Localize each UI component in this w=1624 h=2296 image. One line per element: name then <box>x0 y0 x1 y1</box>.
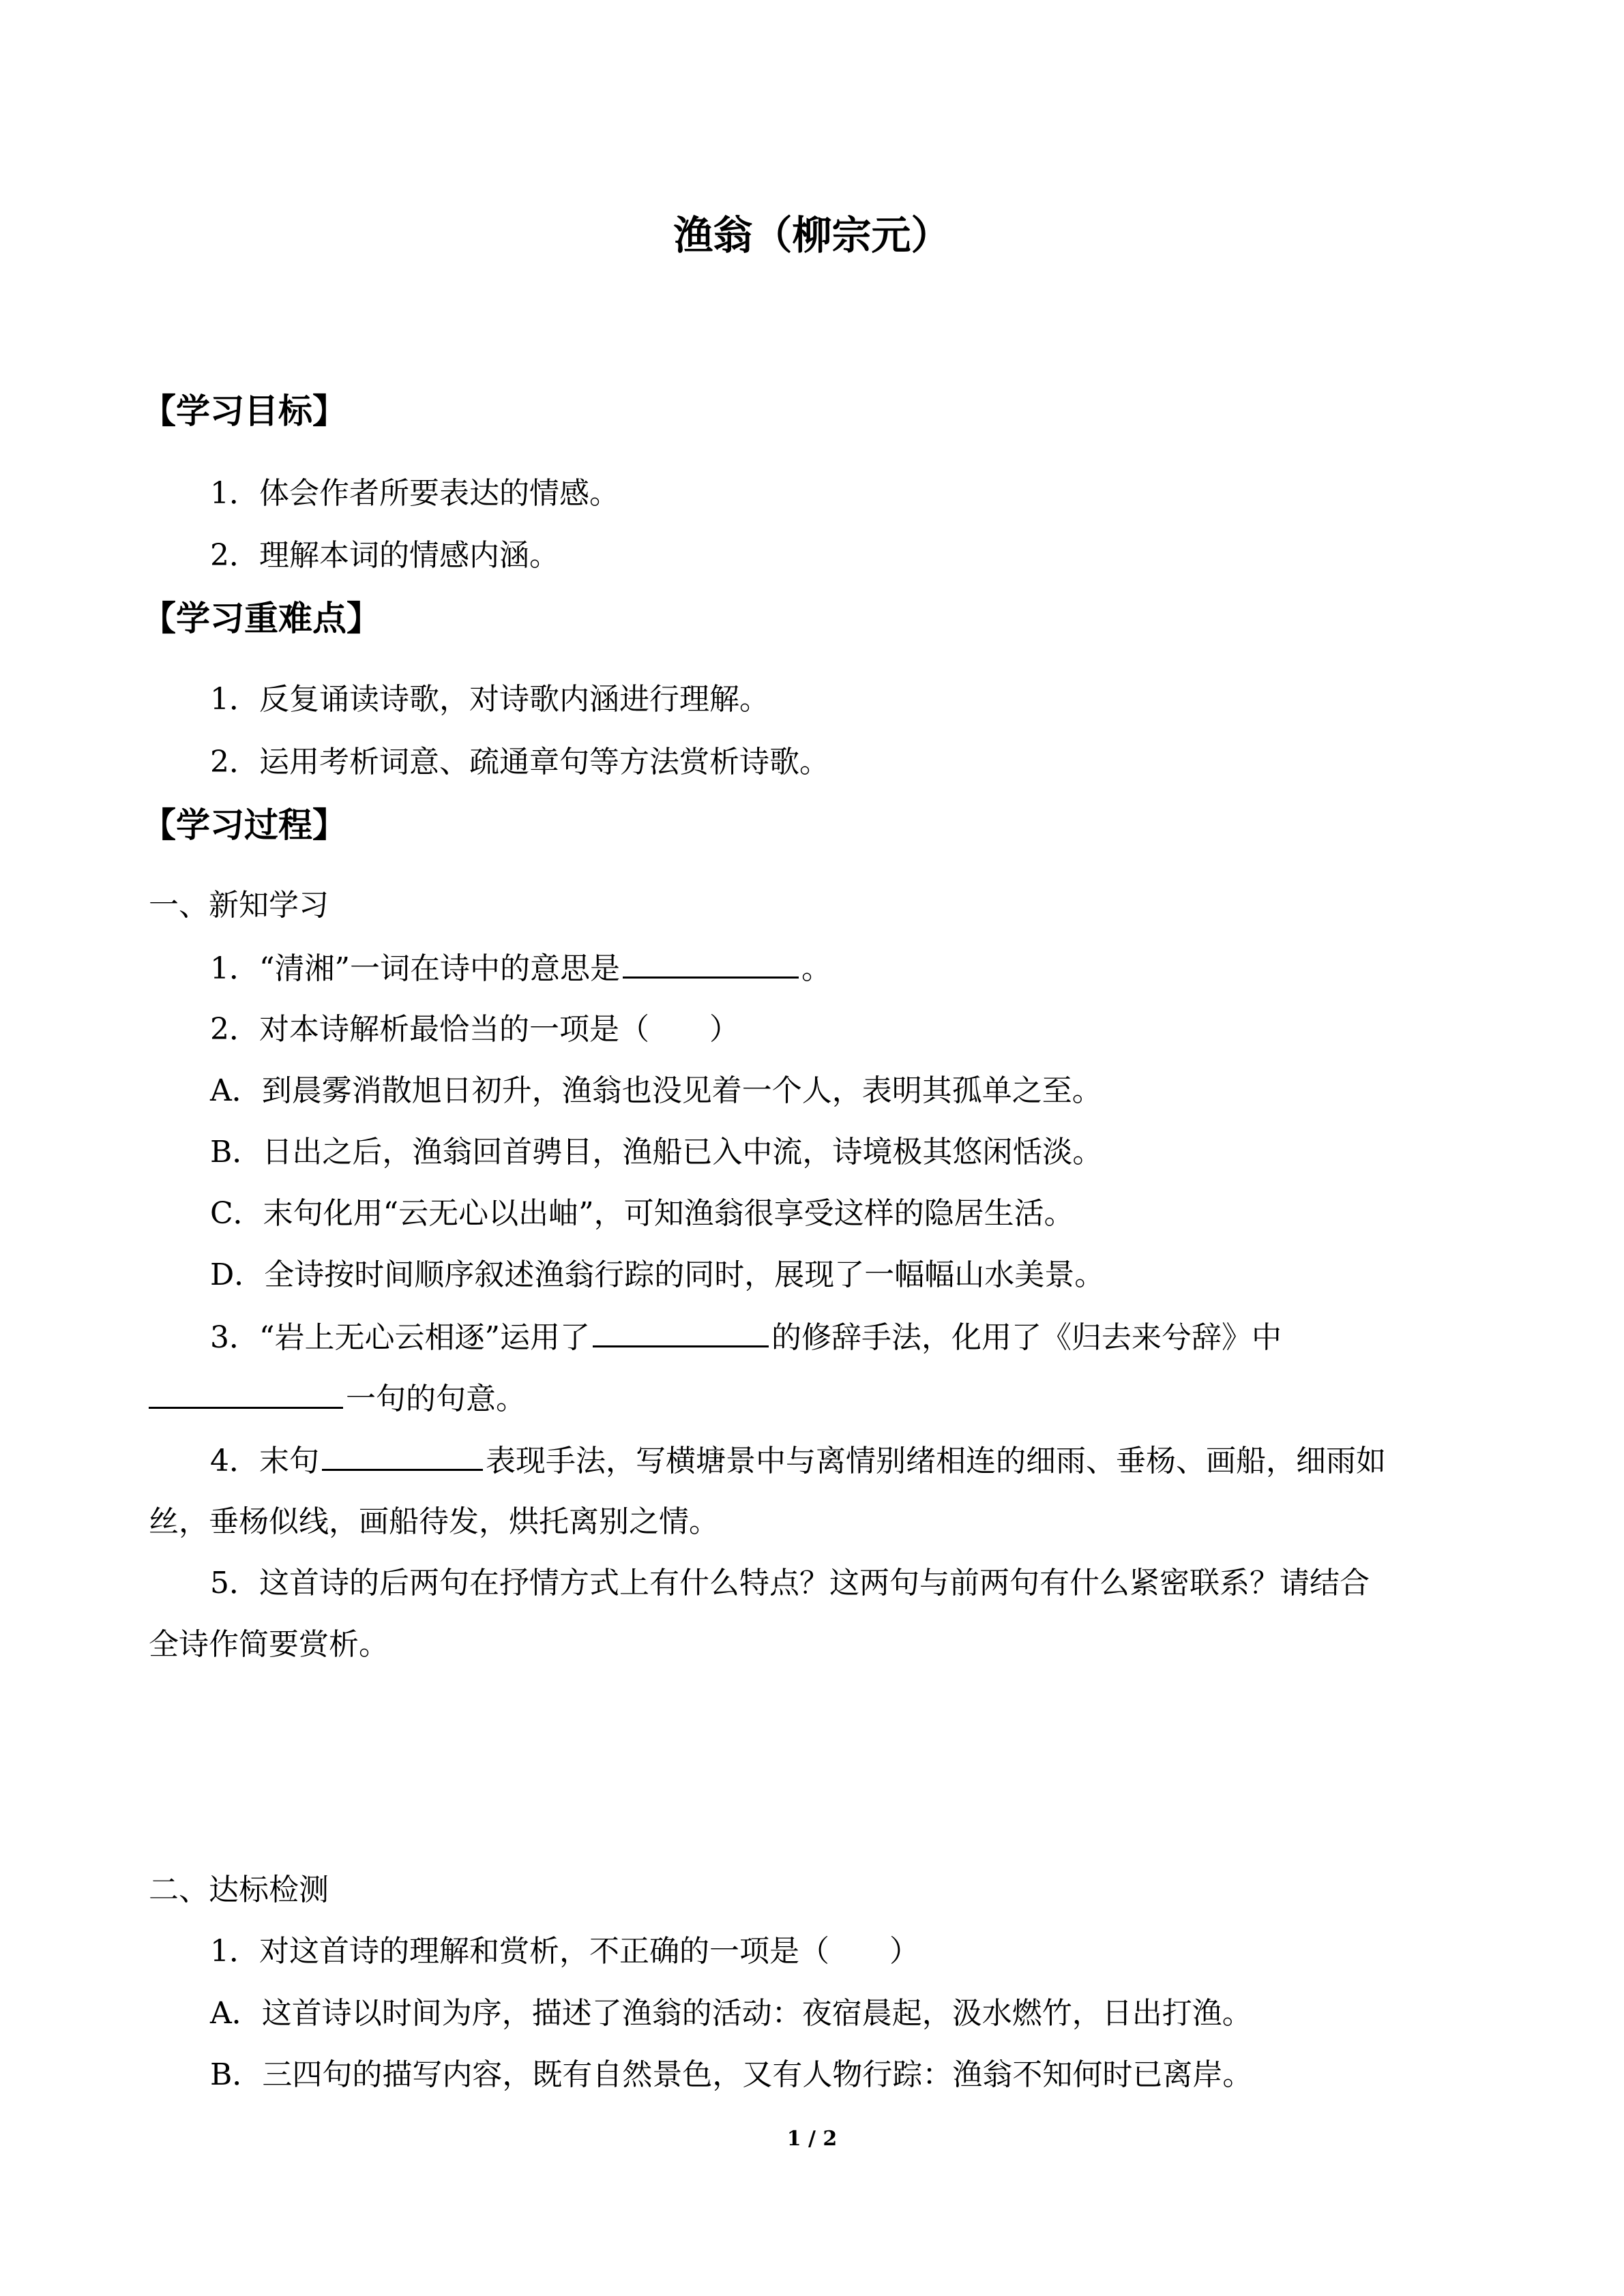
question-4 <box>210 1439 1386 1483</box>
q2-option-a: A．到晨雾消散旭日初升，渔翁也没见着一个人，表明其孤单之至。 <box>210 1073 1102 1108</box>
part1-heading: 一、新知学习 <box>149 888 329 923</box>
q2-option-d: D．全诗按时间顺序叙述渔翁行踪的同时，展现了一幅幅山水美景。 <box>210 1257 1105 1292</box>
answer-blank[interactable] <box>593 1315 769 1347</box>
document-title: 渔翁（柳宗元） <box>673 212 951 258</box>
page-number: 1 / 2 <box>786 2127 838 2151</box>
test-question-1: 1．对这首诗的理解和赏析，不正确的一项是（ ） <box>210 1934 919 1969</box>
key-point-item-2: 2．运用考析词意、疏通章句等方法赏析诗歌。 <box>210 745 829 779</box>
process-heading: 【学习过程】 <box>142 805 346 845</box>
question-4-line2: 丝，垂杨似线，画船待发，烘托离别之情。 <box>149 1504 719 1539</box>
q2-option-c: C．末句化用“云无心以出岫”，可知渔翁很享受这样的隐居生活。 <box>210 1196 1074 1231</box>
answer-blank[interactable] <box>149 1377 343 1409</box>
question-3 <box>210 1315 1282 1360</box>
question-1-end: 。 <box>801 951 831 986</box>
objectives-heading: 【学习目标】 <box>142 391 346 431</box>
answer-blank[interactable] <box>322 1439 483 1471</box>
question-4-text: 4．末句 <box>210 1444 319 1478</box>
q2-option-b: B．日出之后，渔翁回首骋目，渔船已入中流，诗境极其悠闲恬淡。 <box>210 1135 1103 1169</box>
question-3-text: 3．“岩上无心云相逐”运用了 <box>210 1320 590 1355</box>
test-q1-option-b: B．三四句的描写内容，既有自然景色，又有人物行踪：渔翁不知何时已离岸。 <box>210 2057 1253 2092</box>
test-q1-option-a: A．这首诗以时间为序，描述了渔翁的活动：夜宿晨起，汲水燃竹，日出打渔。 <box>210 1996 1252 2031</box>
question-3-continued <box>149 1377 526 1421</box>
key-point-item-1: 1．反复诵读诗歌，对诗歌内涵进行理解。 <box>210 682 769 717</box>
question-4-rest: 表现手法，写横塘景中与离情别绪相连的细雨、垂杨、画船，细雨如 <box>486 1444 1386 1478</box>
question-5: 5．这首诗的后两句在抒情方式上有什么特点？这两句与前两句有什么紧密联系？请结合 <box>210 1566 1370 1600</box>
objective-item-2: 2．理解本词的情感内涵。 <box>210 538 559 573</box>
answer-blank[interactable] <box>623 946 799 979</box>
part2-heading: 二、达标检测 <box>149 1873 329 1907</box>
question-2: 2．对本诗解析最恰当的一项是（ ） <box>210 1012 739 1047</box>
question-5-line2: 全诗作简要赏析。 <box>149 1627 389 1662</box>
objective-item-1: 1．体会作者所要表达的情感。 <box>210 476 619 511</box>
question-3-middle: 的修辞手法，化用了《归去来兮辞》中 <box>771 1320 1282 1355</box>
question-1 <box>210 946 831 991</box>
key-points-heading: 【学习重难点】 <box>142 598 381 638</box>
question-1-text: 1．“清湘”一词在诗中的意思是 <box>210 951 620 986</box>
question-3-end: 一句的句意。 <box>346 1382 526 1416</box>
